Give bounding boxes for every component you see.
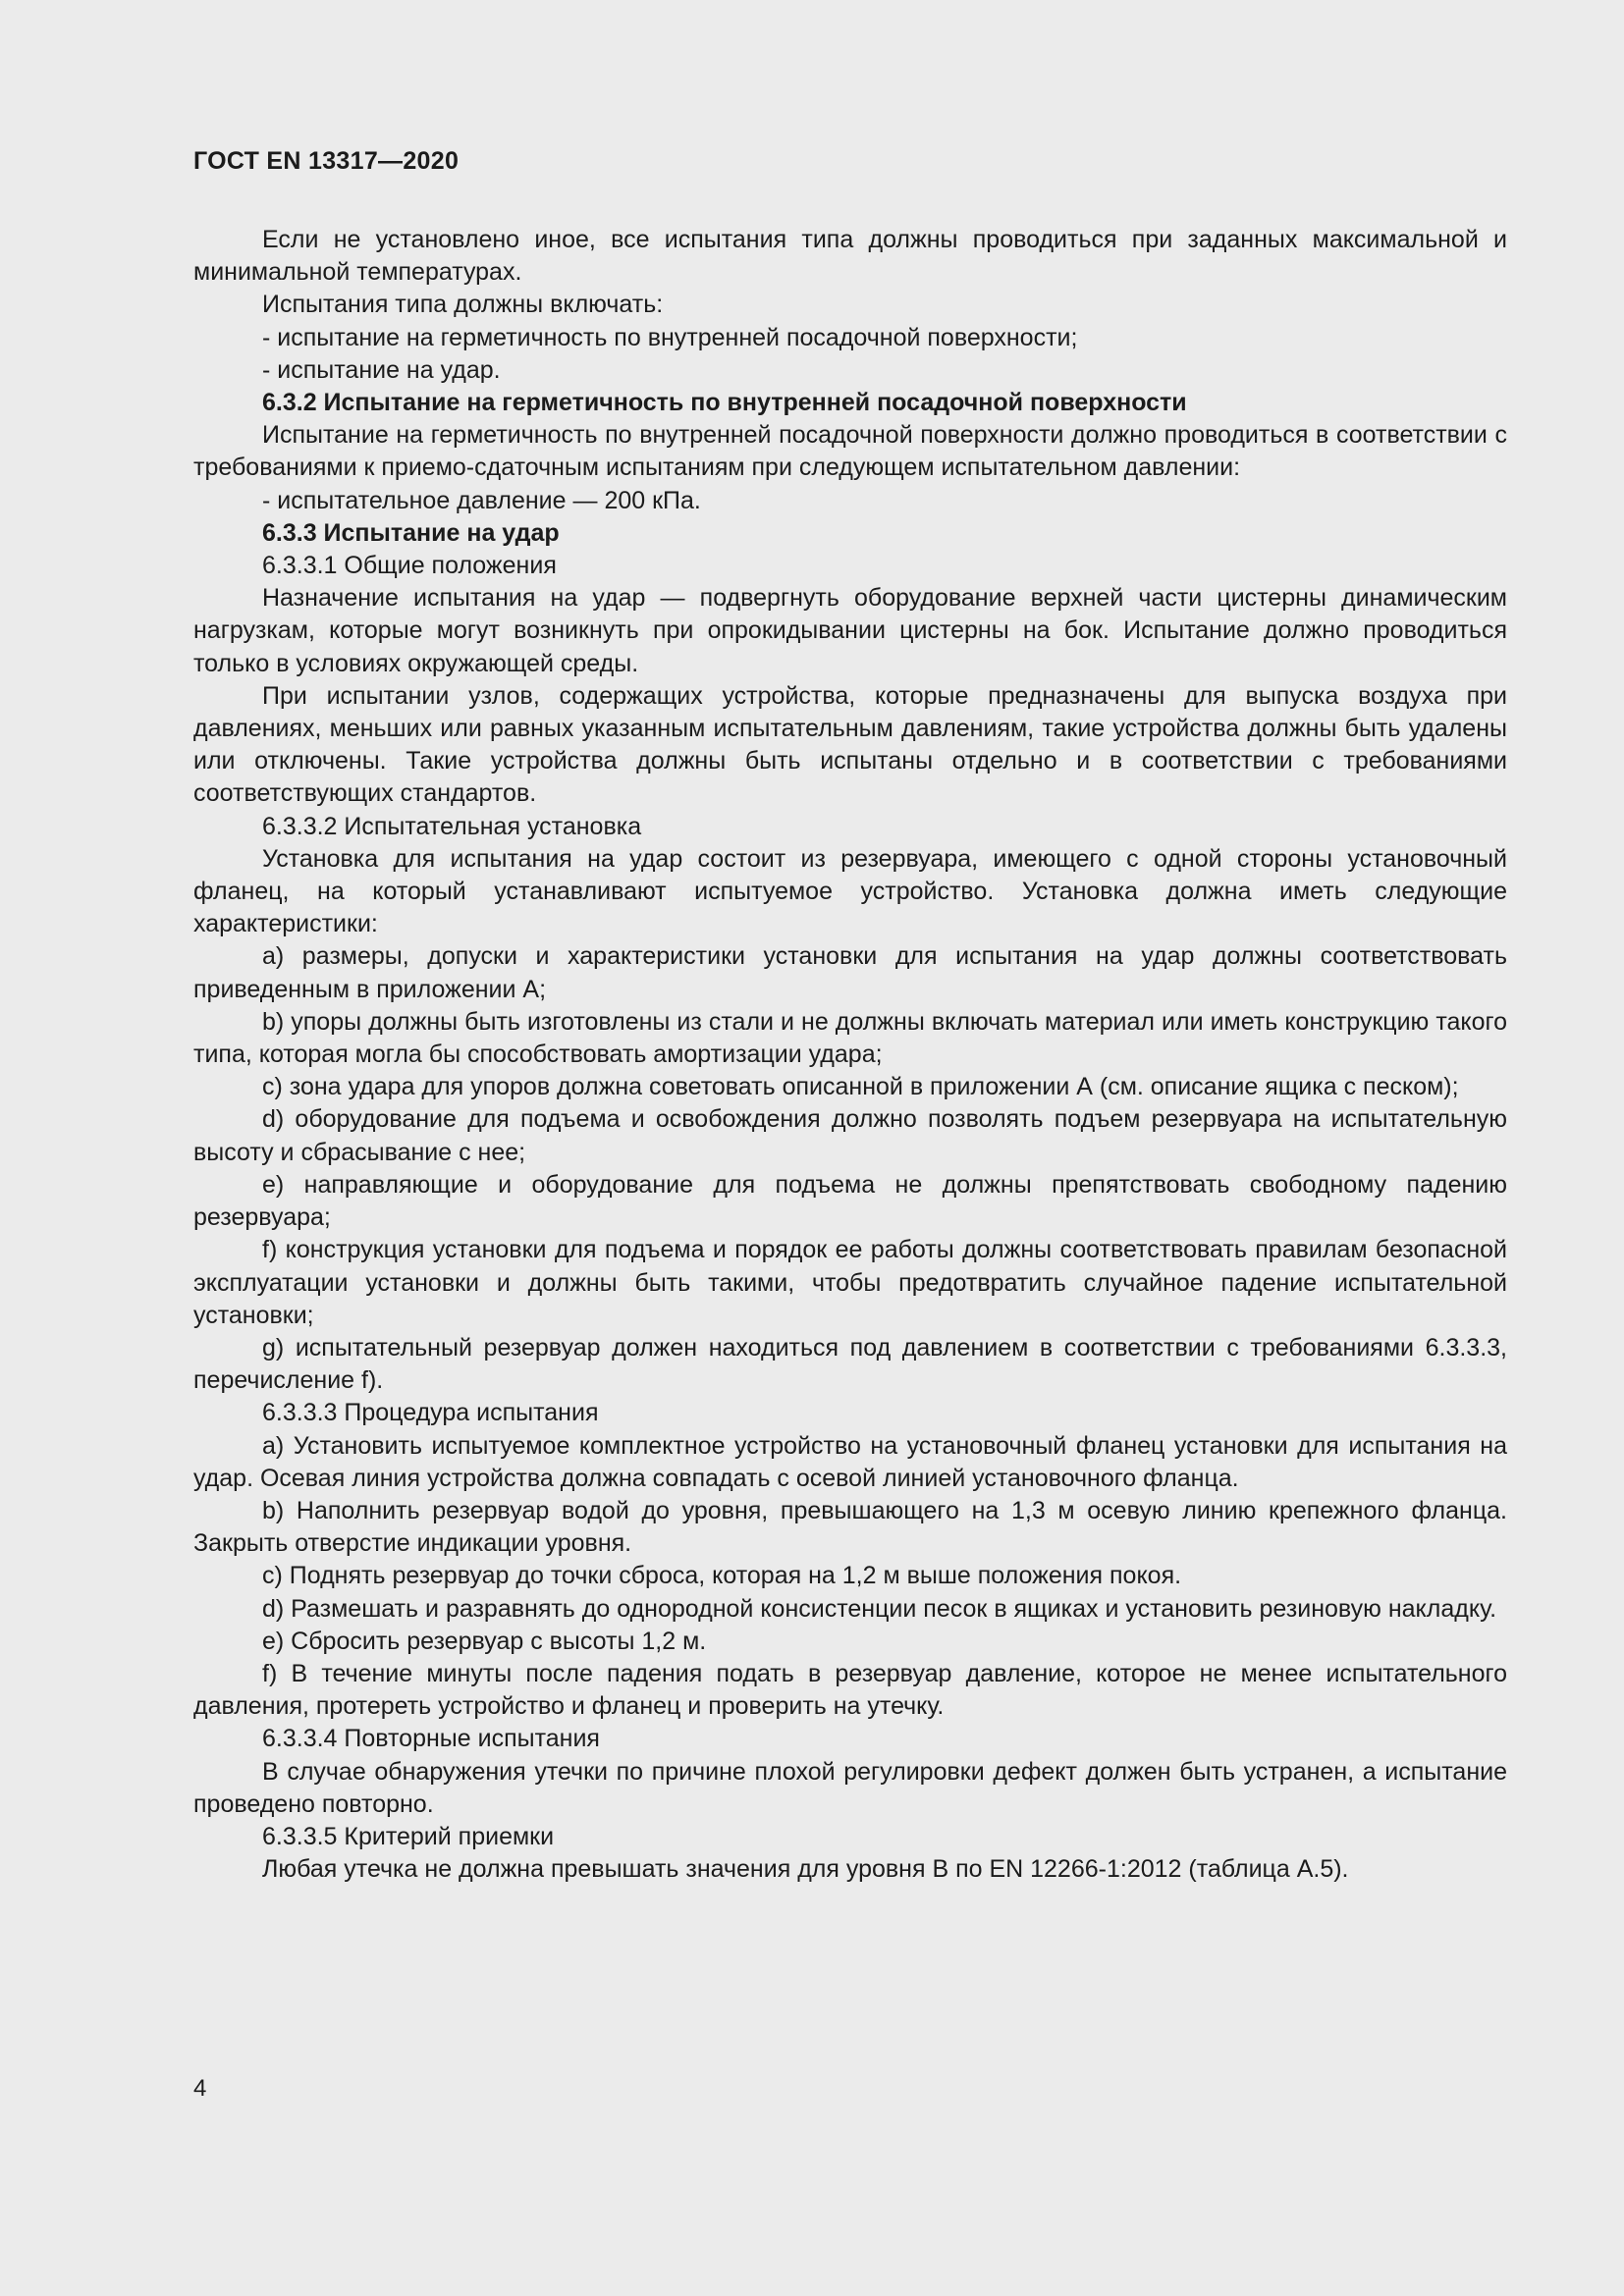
subsection-heading: 6.3.3.3 Процедура испытания (262, 1399, 599, 1427)
list-item: d) Размешать и разравнять до однородной консистенции песок в ящиках и установить резиновую накладку. (262, 1594, 1497, 1623)
paragraph: Если не установлено иное, все испытания типа должны проводиться при заданных максимальной и минимальной температурах. (193, 226, 1507, 287)
list-item: a) размеры, допуски и характеристики установки для испытания на удар должны соответствовать приведенным в приложении А; (193, 942, 1507, 1003)
list-item: - испытание на удар. (262, 355, 501, 384)
list-item: d) оборудование для подъема и освобождения должно позволять подъем резервуара на испытательную высоту и сбрасывание с нее; (193, 1105, 1507, 1166)
paragraph: Испытание на герметичность по внутренней посадочной поверхности должно проводиться в соответствии с требованиями к приемо-сдаточным испытаниям при следующем испытательном давлении: (193, 421, 1507, 482)
subsection-heading: 6.3.3.2 Испытательная установка (262, 812, 642, 840)
list-item: a) Установить испытуемое комплектное устройство на установочный фланец установки для испытания на удар. Осевая линия устройства должна совпадать с осевой линией установочного фланца. (193, 1431, 1507, 1492)
list-item: c) Поднять резервуар до точки сброса, которая на 1,2 м выше положения покоя. (262, 1562, 1182, 1590)
document-body (193, 224, 1507, 1886)
paragraph: Назначение испытания на удар — подвергнуть оборудование верхней части цистерны динамическим нагрузкам, которые могут возникнуть при опрокидывании цистерны на бок. Испытание должно проводиться только в условиях окружающей среды. (193, 584, 1507, 677)
paragraph: Установка для испытания на удар состоит из резервуара, имеющего с одной стороны установочный фланец, на который устанавливают испытуемое устройство. Установка должна иметь следующие характеристики: (193, 844, 1507, 938)
list-item: - испытание на герметичность по внутренней посадочной поверхности; (262, 323, 1078, 351)
paragraph: Испытания типа должны включать: (262, 291, 664, 319)
list-item: e) Сбросить резервуар с высоты 1,2 м. (262, 1627, 707, 1655)
subsection-heading: 6.3.3.4 Повторные испытания (262, 1725, 600, 1753)
list-item: g) испытательный резервуар должен находиться под давлением в соответствии с требованиями 6.3.3.3, перечисление f). (193, 1333, 1507, 1395)
subsection-heading: 6.3.3.5 Критерий приемки (262, 1822, 555, 1850)
paragraph: Любая утечка не должна превышать значения для уровня В по EN 12266-1:2012 (таблица А.5). (262, 1855, 1349, 1884)
section-heading: 6.3.2 Испытание на герметичность по внутренней посадочной поверхности (262, 389, 1187, 417)
list-item: e) направляющие и оборудование для подъема не должны препятствовать свободному падению резервуара; (193, 1170, 1507, 1232)
list-item: f) В течение минуты после падения подать в резервуар давление, которое не менее испытательного давления, протереть устройство и фланец и проверить на утечку. (193, 1659, 1507, 1721)
page-number: 4 (193, 2075, 207, 2102)
subsection-heading: 6.3.3.1 Общие положения (262, 552, 557, 580)
paragraph: При испытании узлов, содержащих устройства, которые предназначены для выпуска воздуха при давлениях, меньших или равных указанным испытательным давлениям, такие устройства должны быть удалены или отключены. Такие устройства должны быть испытаны отдельно и в соответствии с требованиями соответствующих стандартов. (193, 681, 1507, 808)
list-item: b) Наполнить резервуар водой до уровня, превышающего на 1,3 м осевую линию крепежного фланца. Закрыть отверстие индикации уровня. (193, 1496, 1507, 1558)
standard-header: ГОСТ EN 13317—2020 (193, 147, 460, 175)
list-item: b) упоры должны быть изготовлены из стали и не должны включать материал или иметь конструкцию такого типа, которая могла бы способствовать амортизации удара; (193, 1007, 1507, 1069)
paragraph: В случае обнаружения утечки по причине плохой регулировки дефект должен быть устранен, а испытание проведено повторно. (193, 1757, 1507, 1818)
section-heading: 6.3.3 Испытание на удар (262, 518, 560, 547)
list-item: c) зона удара для упоров должна советовать описанной в приложении А (см. описание ящика с песком); (262, 1073, 1459, 1101)
list-item: - испытательное давление — 200 кПа. (262, 486, 701, 514)
list-item: f) конструкция установки для подъема и порядок ее работы должны соответствовать правилам безопасной эксплуатации установки и должны быть такими, чтобы предотвратить случайное падение испытательной установки; (193, 1236, 1507, 1329)
